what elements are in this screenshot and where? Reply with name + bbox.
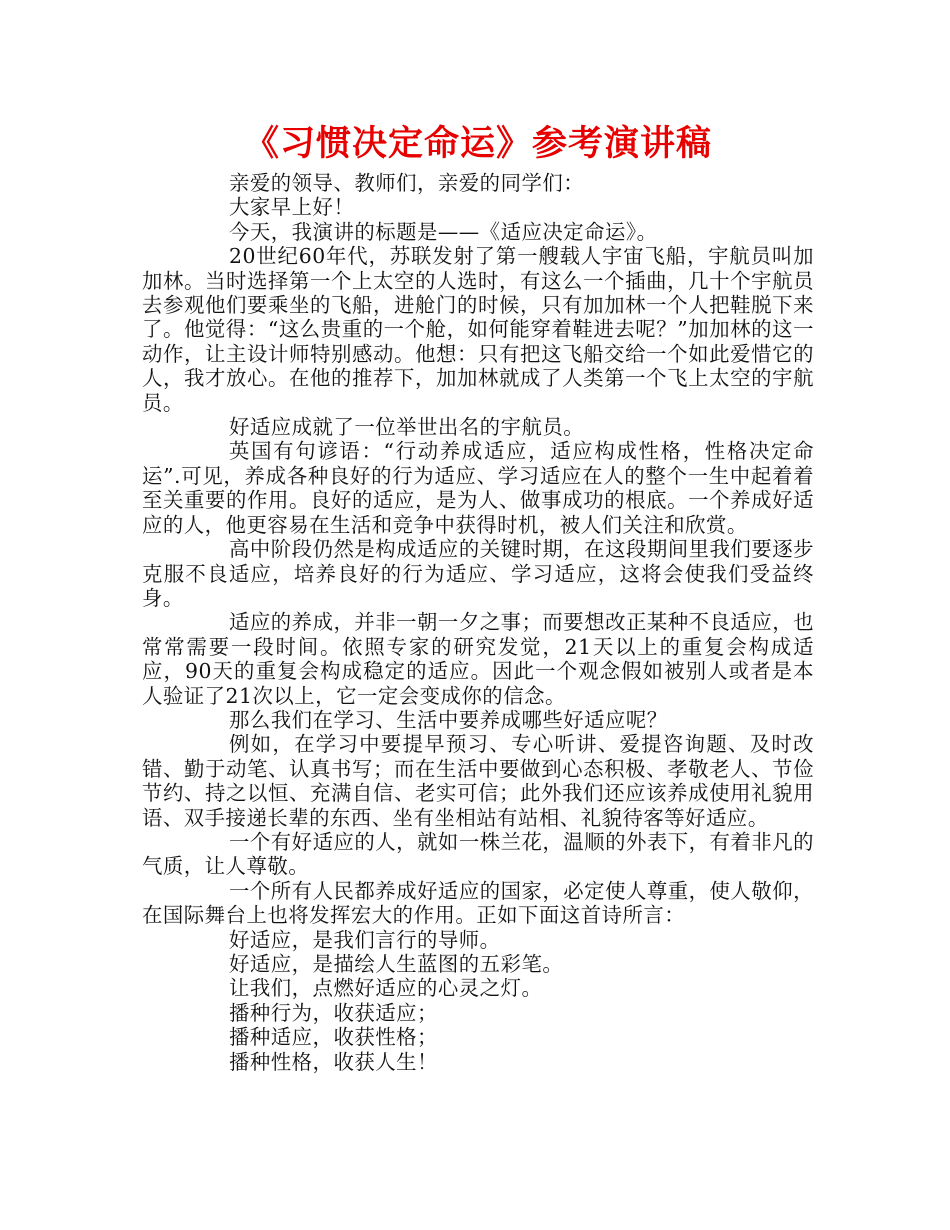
poem-line: 播种行为，收获适应；: [229, 1000, 438, 1025]
body-paragraph: 例如，在学习中要提早预习、专心听讲、爱提咨询题、及时改错、勤于动笔、认真书写；而在生活中要做到心态积极、孝敬老人、节俭节约、持之以恒、充满自信、老实可信；此外我们还应该养成使用礼貌用语、双手接递长辈的东西、坐有坐相站有站相、礼貌待客等好适应。: [142, 732, 814, 830]
body-paragraph: 适应的养成，并非一朝一夕之事；而要想改正某种不良适应，也常常需要一段时间。依照专家的研究发觉，21天以上的重复会构成适应，90天的重复会构成稳定的适应。因此一个观念假如被别人或者是本人验证了21次以上，它一定会变成你的信念。: [142, 610, 814, 708]
body-paragraph: 那么我们在学习、生活中要养成哪些好适应呢？: [229, 707, 668, 732]
document-body: [142, 171, 814, 1074]
document-title: 《习惯决定命运》参考演讲稿: [243, 124, 712, 164]
salutation-paragraph: 亲爱的领导、教师们，亲爱的同学们：: [229, 171, 585, 195]
poem-line: 好适应，是描绘人生蓝图的五彩笔。: [229, 952, 564, 976]
topic-paragraph: 今天，我演讲的标题是——《适应决定命运》。: [229, 219, 658, 244]
poem-line: 播种性格，收获人生！: [229, 1049, 438, 1074]
body-paragraph: 英国有句谚语：“行动养成适应，适应构成性格，性格决定命运”.可见，养成各种良好的行为适应、学习适应在人的整个一生中起着着至关重要的作用。良好的适应，是为人、做事成功的根底。一个养成好适应的人，他更容易在生活和竞争中获得时机，被人们关注和欣赏。: [142, 439, 814, 537]
greeting-paragraph: 大家早上好！: [229, 195, 355, 220]
poem-line: 让我们，点燃好适应的心灵之灯。: [229, 976, 543, 1001]
body-paragraph: 20世纪60年代，苏联发射了第一艘载人宇宙飞船，宇航员叫加加林。当时选择第一个上太空的人选时，有这么一个插曲，几十个宇航员去参观他们要乘坐的飞船，进舱门的时候，只有加加林一个人把鞋脱下来了。他觉得：“这么贵重的一个舱，如何能穿着鞋进去呢？”加加林的这一动作，让主设计师特别感动。他想：只有把这飞船交给一个如此爱惜它的人，我才放心。在他的推荐下，加加林就成了人类第一个飞上太空的宇航员。: [142, 244, 814, 415]
document-page: [142, 121, 814, 1074]
body-paragraph: 一个所有人民都养成好适应的国家，必定使人尊重，使人敬仰，在国际舞台上也将发挥宏大的作用。正如下面这首诗所言：: [142, 878, 814, 928]
body-paragraph: 高中阶段仍然是构成适应的关键时期，在这段期间里我们要逐步克服不良适应，培养良好的行为适应、学习适应，这将会使我们受益终身。: [142, 537, 814, 610]
body-paragraph: 一个有好适应的人，就如一株兰花，温顺的外表下，有着非凡的气质，让人尊敬。: [142, 829, 814, 879]
poem-line: 好适应，是我们言行的导师。: [229, 927, 501, 952]
body-paragraph: 好适应成就了一位举世出名的宇航员。: [229, 415, 585, 440]
poem-line: 播种适应，收获性格；: [229, 1025, 438, 1050]
